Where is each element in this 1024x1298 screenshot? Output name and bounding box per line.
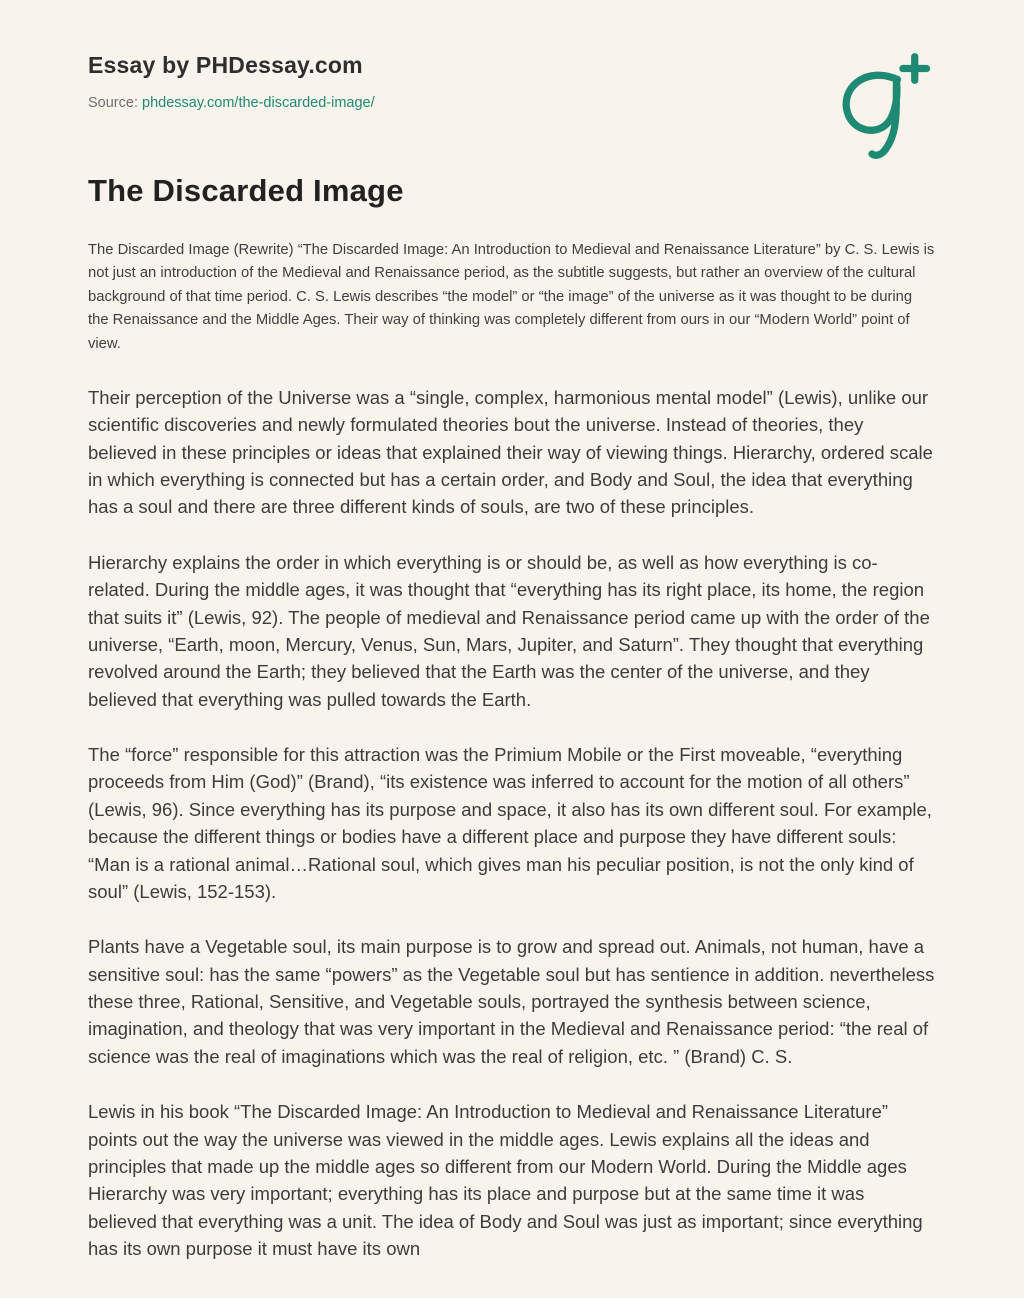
essay-paragraph: The “force” responsible for this attraction was the Primium Mobile or the First moveable, “everything proceeds from Him (God)” (Brand), “its existence was inferred to account for the motion of all others” (Lewis, 96). Since everything has its purpose and space, it also has its own different soul. For example, because the different things or bodies have a different place and purpose they have different souls: “Man is a rational animal…Rational soul, which gives man his peculiar position, is not the only kind of soul” (Lewis, 152-153). [88,744,932,902]
source-label: Source: [88,95,142,111]
essay-title: The Discarded Image [88,173,404,208]
essay-paragraph: Hierarchy explains the order in which everything is or should be, as well as how everything is co-related. During the middle ages, it was thought that “everything has its right place, its home, the region that suits it” (Lewis, 92). The people of medieval and Renaissance period came up with the order of the universe, “Earth, moon, Mercury, Venus, Sun, Mars, Jupiter, and Saturn”. They thought that everything revolved around the Earth; they believed that the Earth was the center of the universe, and they believed that everything was pulled towards the Earth. [88,551,930,710]
intro-paragraph: The Discarded Image (Rewrite) “The Discarded Image: An Introduction to Medieval and Renaissance Literature” by C. S. Lewis is not just an introduction of the Medieval and Renaissance period, as the subtitle suggests, but rather an overview of the cultural background of that time period. C. S. Lewis describes “the model” or “the image” of the universe as it was thought to be during the Renaissance and the Middle Ages. Their way of thinking was completely different from ours in our “Modern World” point of view. [88,242,935,352]
essay-paragraph: Their perception of the Universe was a “single, complex, harmonious mental model” (Lewis), unlike our scientific discoveries and newly formulated theories bout the universe. Instead of theories, they believed in these principles or ideas that explained their way of viewing things. Hierarchy, ordered scale in which everything is connected but has a certain order, and Body and Soul, the idea that everything has a soul and there are three different kinds of souls, are two of these principles. [88,386,933,518]
essay-paragraph: Lewis in his book “The Discarded Image: An Introduction to Medieval and Renaissance Literature” points out the way the universe was viewed in the middle ages. Lewis explains all the ideas and principles that made up the middle ages so different from our Modern World. During the Middle ages Hierarchy was very important; everything has its place and purpose but at the same time it was believed that everything was a unit. The idea of Body and Soul was just as important; since everything has its own purpose it must have its own [88,1101,923,1259]
essay-paragraph: Plants have a Vegetable soul, its main purpose is to grow and spread out. Animals, not human, have a sensitive soul: has the same “powers” as the Vegetable soul but has sentience in addition. nevertheless these three, Rational, Sensitive, and Vegetable souls, portrayed the synthesis between science, imagination, and theology that was very important in the Medieval and Renaissance period: “the real of science was the real of imaginations which was the real of religion, etc. ” (Brand) C. S. [88,936,935,1067]
source-link[interactable]: phdessay.com/the-discarded-image/ [142,95,375,111]
phdessay-logo-icon [832,48,932,160]
byline: Essay by PHDessay.com [88,52,363,78]
source-line [88,95,936,111]
page-header [88,52,936,111]
